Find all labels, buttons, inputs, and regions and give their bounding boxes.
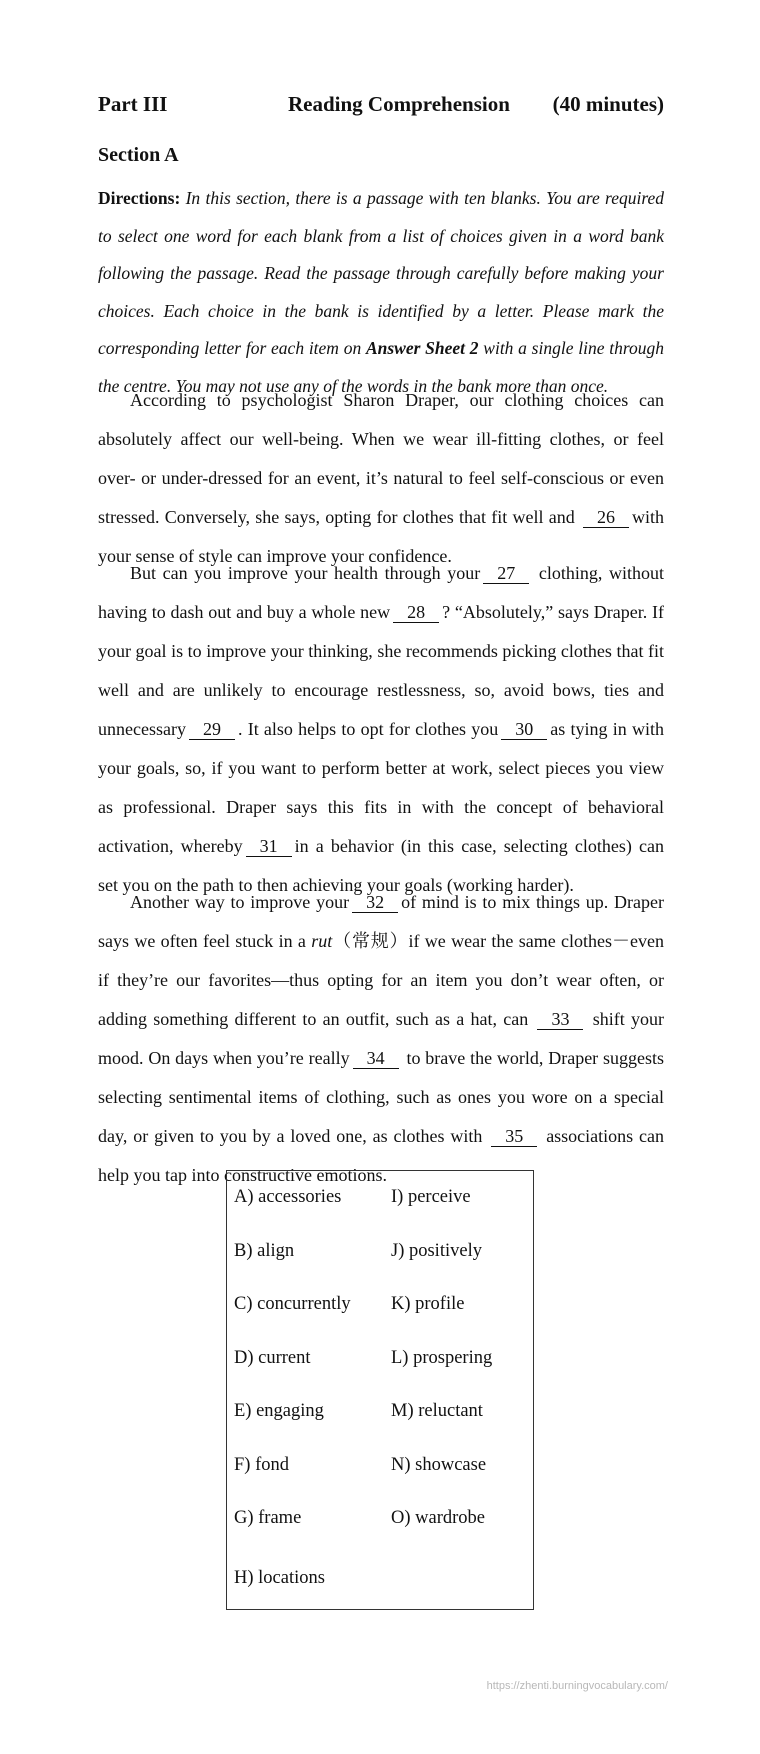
blank-28: 28	[393, 602, 439, 623]
blank-31: 31	[246, 836, 292, 857]
bank-option-n: N) showcase	[391, 1454, 487, 1475]
p1-text-b: with your sense of style can improve your confidence.	[98, 507, 664, 566]
p3-text-a: Another way to improve your	[130, 892, 350, 912]
bank-option-c: C) concurrently	[234, 1294, 351, 1314]
bank-option-g: G) frame	[234, 1508, 302, 1528]
blank-34: 34	[353, 1048, 399, 1069]
word-rut: rut	[311, 931, 333, 951]
blank-33: 33	[537, 1009, 583, 1030]
part-header	[98, 92, 664, 122]
part-title: Reading Comprehension	[288, 92, 510, 116]
bank-option-a: A) accessories	[234, 1187, 342, 1207]
directions	[98, 180, 664, 405]
p2-text-b: clothing, without having to dash out and buy a whole new	[98, 563, 665, 622]
blank-30: 30	[501, 719, 547, 740]
bank-option-i: I) perceive	[391, 1187, 471, 1207]
bank-option-k: K) profile	[391, 1294, 465, 1314]
bank-option-e: E) engaging	[234, 1401, 324, 1421]
passage-paragraph-3	[98, 883, 664, 1195]
bank-option-h: H) locations	[234, 1567, 325, 1588]
blank-32: 32	[352, 892, 398, 913]
p3-text-d: shift your mood. On days when you’re really	[98, 1009, 664, 1068]
bank-option-l: L) prospering	[391, 1347, 493, 1368]
bank-option-j: J) positively	[391, 1240, 482, 1261]
p3-text-e: to brave the world, Draper suggests selecting sentimental items of clothing, such as ones you wore on a special day, or given to you by a loved one, as clothes with	[98, 1048, 665, 1146]
word-bank-right-column	[391, 1183, 492, 1558]
answer-sheet-ref: Answer Sheet 2	[365, 338, 479, 358]
p2-text-f: in a behavior (in this case, selecting clothes) can set you on the path to then achieving your goals (working harder).	[98, 836, 664, 895]
blank-35: 35	[491, 1126, 537, 1147]
p3-text-c: if we wear the same clothes－even if they’re our favorites—thus opting for an item you don’t wear often, or adding something different to an outfit, such as a hat, can	[98, 931, 665, 1029]
passage-paragraph-2	[98, 554, 664, 905]
blank-27: 27	[483, 563, 529, 584]
p2-text-d: . It also helps to opt for clothes you	[237, 719, 499, 739]
bank-option-o: O) wardrobe	[391, 1508, 485, 1528]
bank-option-m: M) reluctant	[391, 1401, 483, 1421]
p3-text-b: of mind is to mix things up. Draper says we often feel stuck in a	[98, 892, 665, 951]
blank-26: 26	[583, 507, 629, 528]
bank-option-d: D) current	[234, 1347, 311, 1368]
p3-text-f: associations can help you tap into constructive emotions.	[98, 1126, 665, 1185]
p2-text-c: ? “Absolutely,” says Draper. If your goal is to improve your thinking, she recommends picking clothes that fit well and are unlikely to encourage restlessness, so, avoid bows, ties and unnecessary	[98, 602, 664, 739]
word-bank-left-column	[234, 1183, 351, 1617]
section-title: Section A	[98, 144, 179, 166]
p2-text-e: as tying in with your goals, so, if you want to perform better at work, select pieces you view as professional. Draper says this fits in with the concept of behavioral activation, whereby	[98, 719, 664, 856]
directions-text-2: with a single line through the centre. You may not use any of the words in the bank more than once.	[98, 338, 664, 396]
bank-option-b: B) align	[234, 1240, 295, 1261]
part-label: Part III	[98, 92, 168, 116]
p2-text-a: But can you improve your health through your	[130, 563, 481, 583]
bank-option-f: F) fond	[234, 1454, 289, 1475]
watermark-url: https://zhenti.burningvocabulary.com/	[486, 1680, 668, 1692]
passage-paragraph-1	[98, 381, 664, 576]
directions-lead: Directions:	[98, 188, 181, 208]
directions-text-1: In this section, there is a passage with ten blanks. You are required to select one word for each blank from a list of choices given in a word bank following the passage. Read the passage through carefully before making your choices. Each choice in the bank is identified by a letter. Please mark the corresponding letter for each item on	[98, 188, 665, 358]
rut-gloss: （常规）	[332, 931, 409, 951]
p1-text-a: According to psychologist Sharon Draper, our clothing choices can absolutely affect our well-being. When we wear ill-fitting clothes, or feel over- or under-dressed for an event, it’s natural to feel self-conscious or even stressed. Conversely, she says, opting for clothes that fit well and	[98, 390, 664, 527]
blank-29: 29	[189, 719, 235, 740]
word-bank	[226, 1170, 534, 1610]
part-time: (40 minutes)	[552, 92, 664, 116]
